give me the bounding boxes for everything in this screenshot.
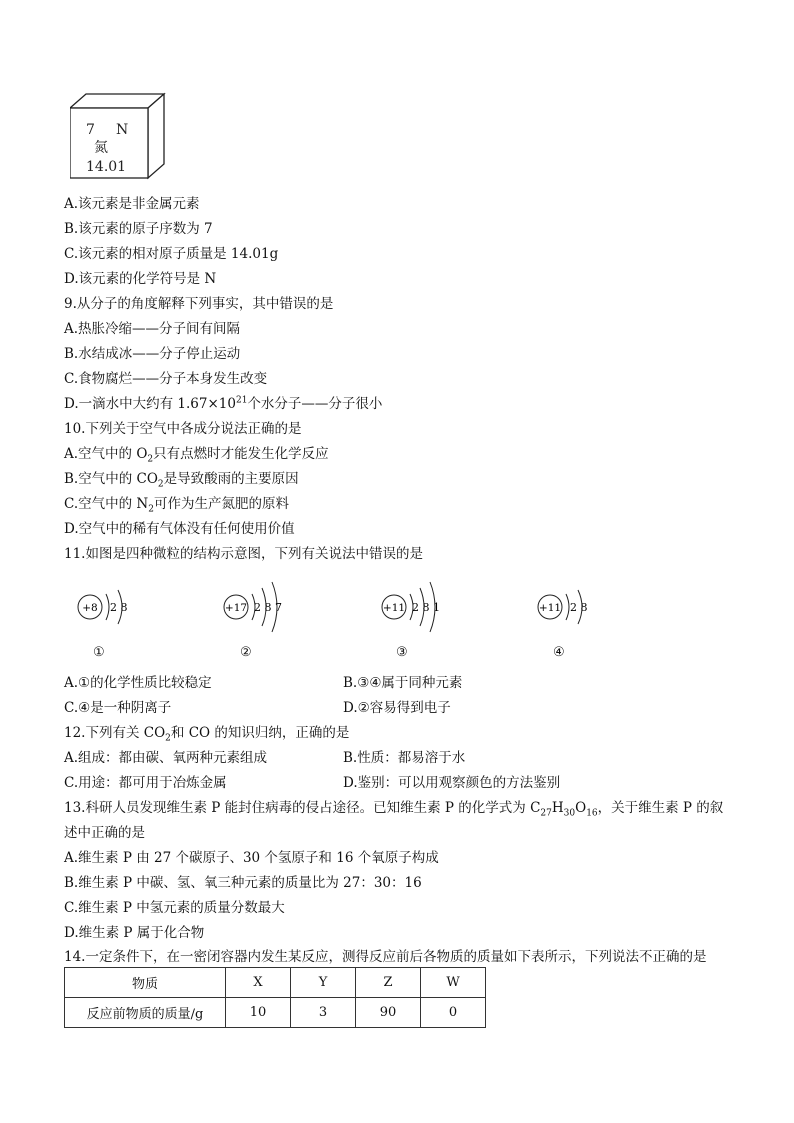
q13-option-c: C.维生素 P 中氢元素的质量分数最大 xyxy=(64,900,285,916)
q13-stem-line2: 述中正确的是 xyxy=(64,825,145,841)
element-symbol: N xyxy=(116,122,129,138)
element-name: 氮 xyxy=(94,140,108,156)
q10-stem: 10.下列关于空气中各成分说法正确的是 xyxy=(64,421,302,437)
table-cell: W xyxy=(421,968,486,998)
q12-option-a: A.组成：都由碳、氧两种元素组成 xyxy=(64,750,268,766)
q10-option-c: C.空气中的 $N_2$可作为生产氮肥的原料 xyxy=(64,496,289,515)
particle-label-3: ③ xyxy=(396,645,408,660)
q9-option-d: D.一滴水中大约有 $1.67\times 10^{21}$个水分子——分子很小 xyxy=(64,395,383,412)
svg-text:2 8: 2 8 xyxy=(570,601,588,614)
q11-stem: 11.如图是四种微粒的结构示意图，下列有关说法中错误的是 xyxy=(64,546,423,562)
q14-mass-table xyxy=(64,967,486,1028)
table-cell: 10 xyxy=(226,998,291,1028)
q11-option-d: D.②容易得到电子 xyxy=(343,700,451,716)
svg-text:+17: +17 xyxy=(224,602,248,614)
q13-option-a: A.维生素 P 由 27 个碳原子、30 个氢原子和 16 个氧原子构成 xyxy=(64,850,439,866)
q10-option-d: D.空气中的稀有气体没有任何使用价值 xyxy=(64,521,295,537)
q9-option-b: B.水结成冰——分子停止运动 xyxy=(64,346,241,362)
particle-diagram-2 xyxy=(220,572,300,644)
table-cell: 物质 xyxy=(65,968,226,998)
q12-stem: 12.下列有关 $CO_2$和 CO 的知识归纳，正确的是 xyxy=(64,725,350,744)
q9-stem: 9.从分子的角度解释下列事实，其中错误的是 xyxy=(64,296,334,312)
particle-label-2: ② xyxy=(240,645,252,660)
svg-text:2 8 1: 2 8 1 xyxy=(412,601,440,614)
q13-option-d: D.维生素 P 属于化合物 xyxy=(64,925,205,941)
element-mass: 14.01 xyxy=(86,159,127,175)
q11-option-a: A.①的化学性质比较稳定 xyxy=(64,675,212,691)
svg-text:2 8: 2 8 xyxy=(110,601,128,614)
particle-label-1: ① xyxy=(93,645,105,660)
q12-option-d: D.鉴别：可以用观察颜色的方法鉴别 xyxy=(343,775,561,791)
q8-option-b: B.该元素的原子序数为 7 xyxy=(64,221,213,237)
particle-label-4: ④ xyxy=(553,645,565,660)
svg-text:+11: +11 xyxy=(538,602,562,614)
q8-option-c: C.该元素的相对原子质量是 14.01g xyxy=(64,246,279,262)
q9-option-a: A.热胀冷缩——分子间有间隔 xyxy=(64,321,241,337)
table-header-row xyxy=(65,968,486,998)
table-cell: Z xyxy=(356,968,421,998)
q11-option-b: B.③④属于同种元素 xyxy=(343,675,463,691)
q14-stem: 14.一定条件下，在一密闭容器内发生某反应，测得反应前后各物质的质量如下表所示，下列说法不正确的是 xyxy=(64,949,707,965)
q10-option-b: B.空气中的 $CO_2$是导致酸雨的主要原因 xyxy=(64,471,299,490)
q12-option-b: B.性质：都易溶于水 xyxy=(343,750,466,766)
particle-diagram-4 xyxy=(534,572,614,632)
q11-option-c: C.④是一种阴离子 xyxy=(64,700,172,716)
q9-option-c: C.食物腐烂——分子本身发生改变 xyxy=(64,371,268,387)
table-cell: 0 xyxy=(421,998,486,1028)
svg-text:2 8 7: 2 8 7 xyxy=(254,601,282,614)
table-cell: X xyxy=(226,968,291,998)
table-cell: 3 xyxy=(291,998,356,1028)
q8-option-a: A.该元素是非金属元素 xyxy=(64,196,200,212)
svg-text:+8: +8 xyxy=(82,602,98,614)
svg-text:+11: +11 xyxy=(382,602,406,614)
table-cell: Y xyxy=(291,968,356,998)
q8-option-d: D.该元素的化学符号是 N xyxy=(64,271,217,287)
element-number: 7 xyxy=(86,122,95,138)
element-box-figure xyxy=(70,92,170,180)
particle-diagram-3 xyxy=(378,572,458,644)
q10-option-a: A.空气中的 $O_2$只有点燃时才能发生化学反应 xyxy=(64,446,329,465)
table-row xyxy=(65,998,486,1028)
q12-option-c: C.用途：都可用于冶炼金属 xyxy=(64,775,227,791)
table-cell: 90 xyxy=(356,998,421,1028)
q13-option-b: B.维生素 P 中碳、氢、氧三种元素的质量比为 27：30：16 xyxy=(64,875,422,891)
q13-stem-line1: 13.科研人员发现维生素 P 能封住病毒的侵占途径。已知维生素 P 的化学式为 $C_{27}H_{30}O_{16}$，关于维生素 P 的叙 xyxy=(64,800,724,819)
table-cell: 反应前物质的质量/g xyxy=(65,998,226,1028)
particle-diagram-1 xyxy=(74,572,154,632)
